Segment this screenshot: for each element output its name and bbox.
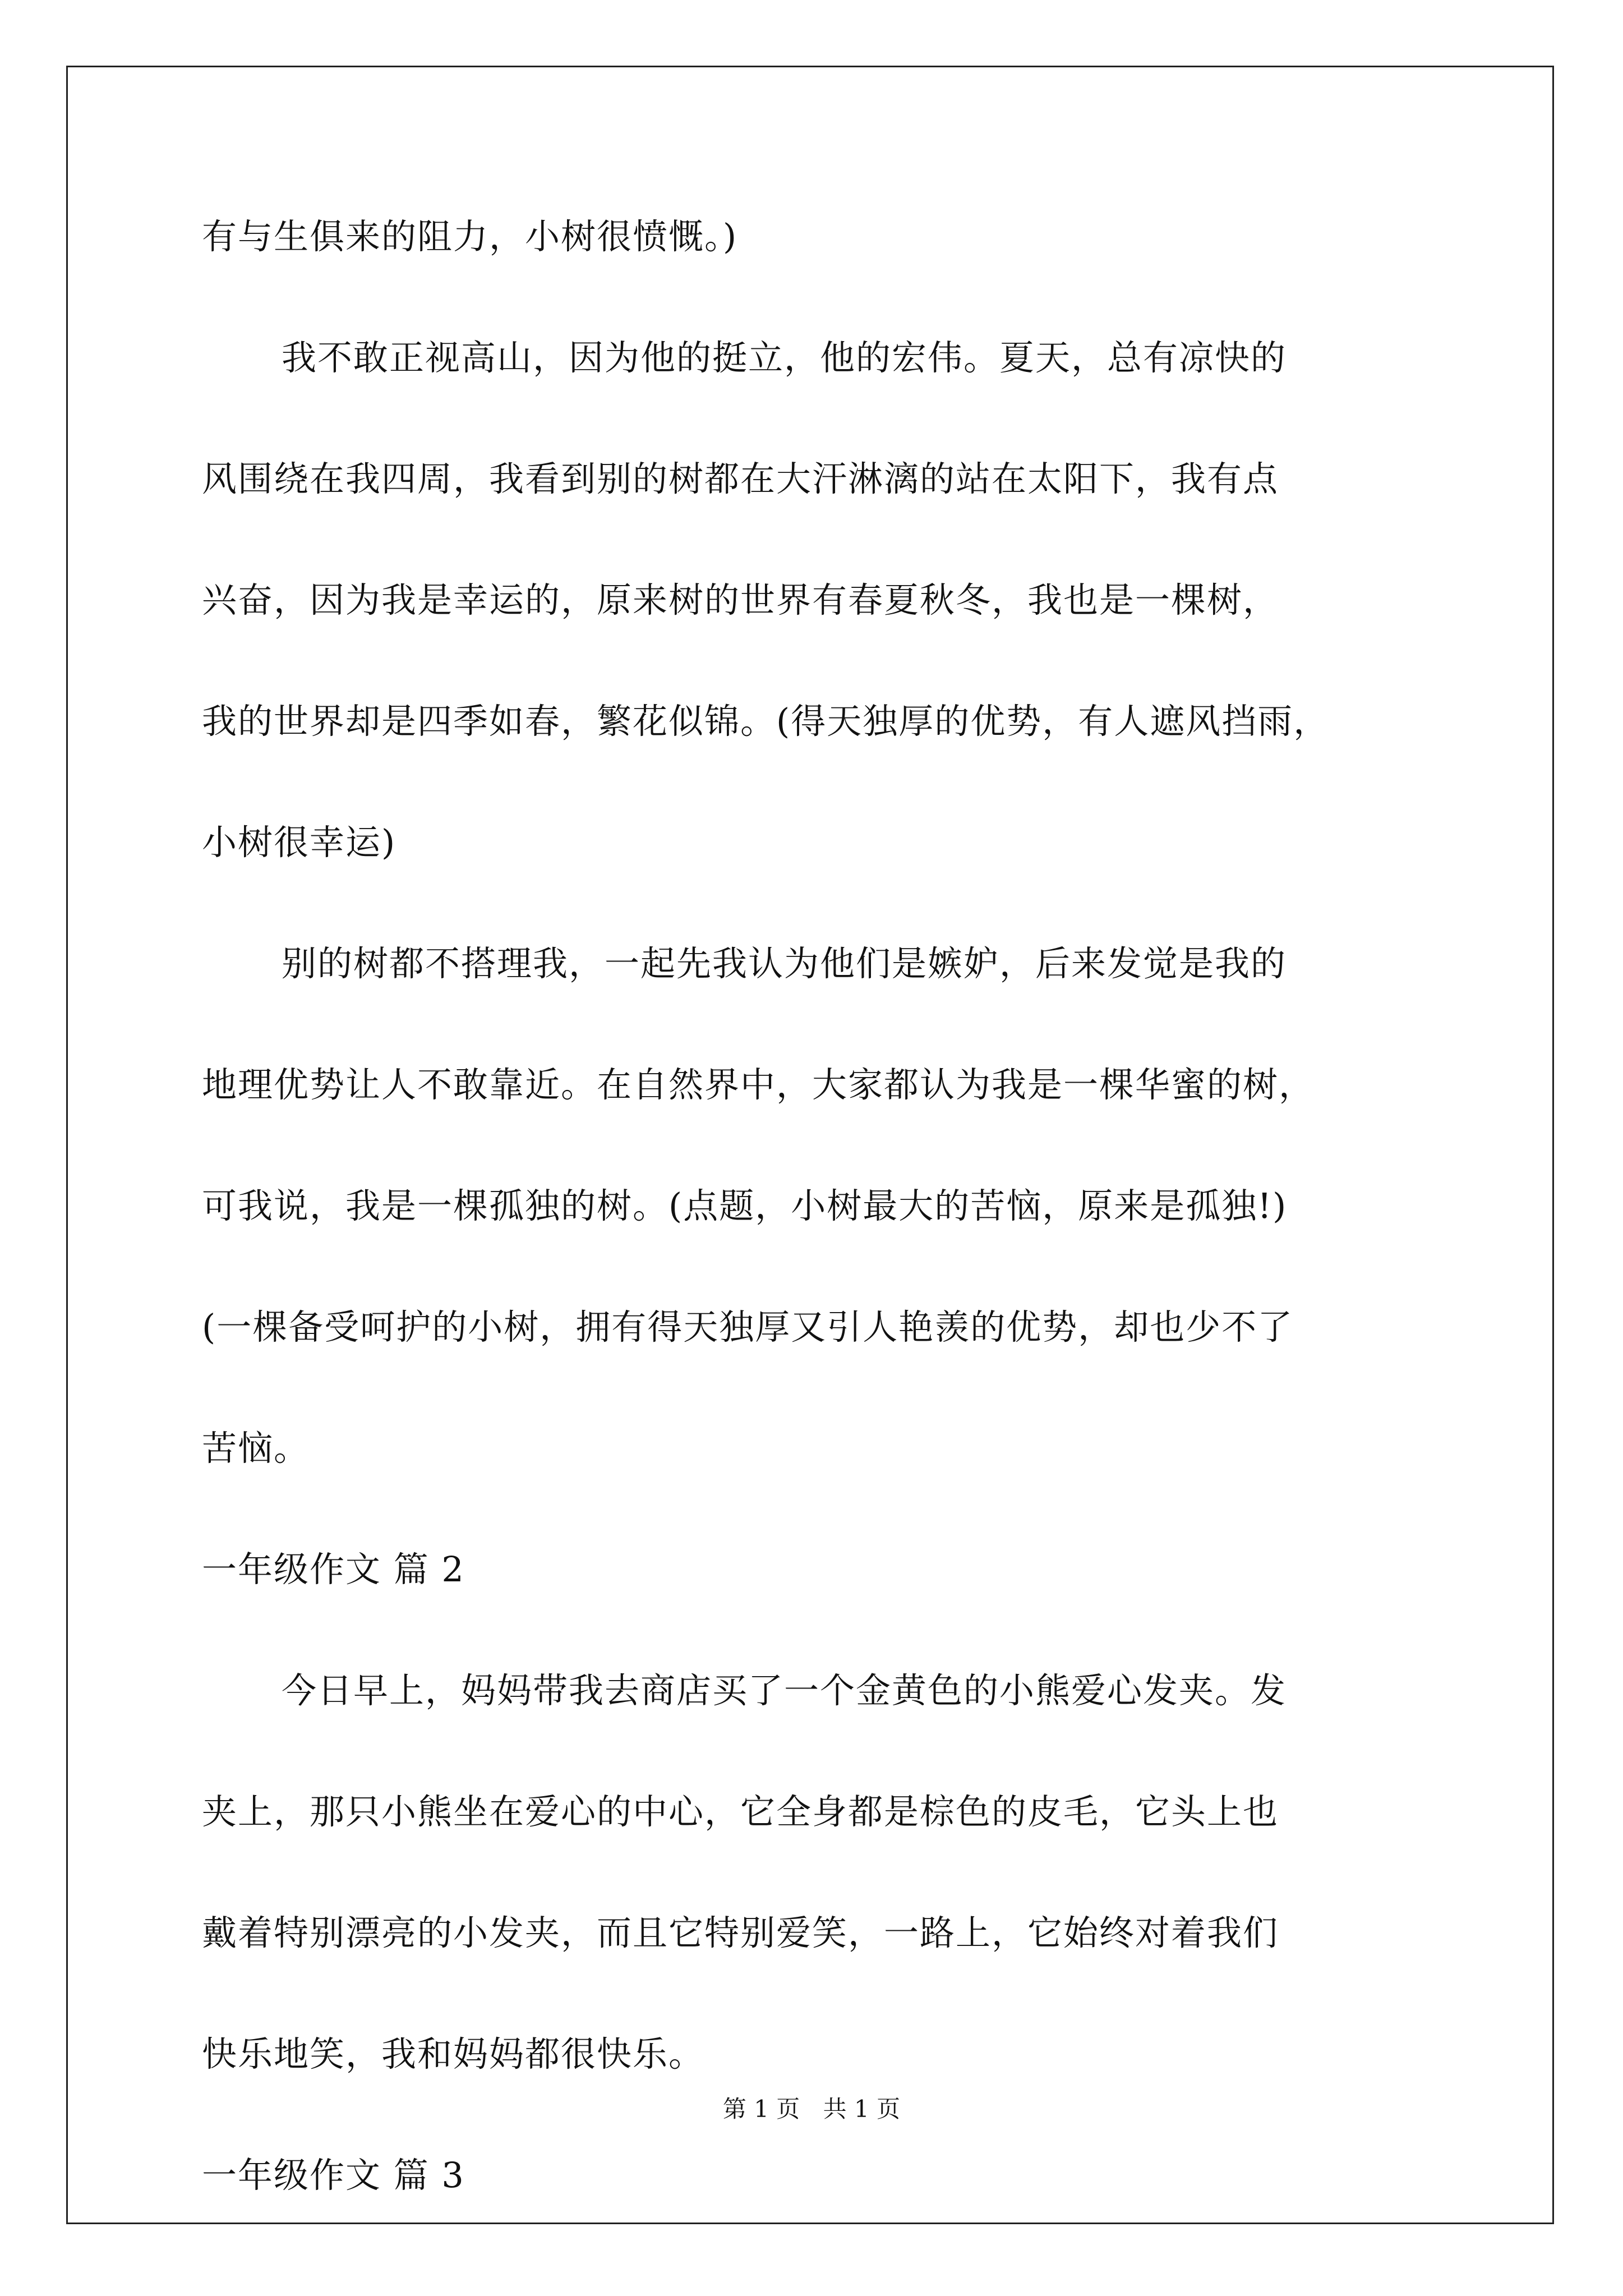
text-line: 风围绕在我四周，我看到别的树都在大汗淋漓的站在太阳下，我有点 <box>202 458 1279 499</box>
text-line: 我的世界却是四季如春，繁花似锦。(得天独厚的优势，有人遮风挡雨， <box>202 701 1330 742</box>
paragraph-start-line: 别的树都不搭理我，一起先我认为他们是嫉妒，后来发觉是我的 <box>282 943 1287 984</box>
text-line: 有与生俱来的阻力，小树很愤慨。) <box>202 216 738 257</box>
text-line: 兴奋，因为我是幸运的，原来树的世界有春夏秋冬，我也是一棵树， <box>202 579 1279 620</box>
paragraph-start-line: 我不敢正视高山，因为他的挺立，他的宏伟。夏天，总有凉快的 <box>282 337 1287 378</box>
text-line: 地理优势让人不敢靠近。在自然界中，大家都认为我是一棵华蜜的树， <box>202 1064 1315 1105</box>
text-line: (一棵备受呵护的小树，拥有得天独厚又引人艳羡的优势，却也少不了 <box>202 1306 1294 1347</box>
text-line: 快乐地笑，我和妈妈都很快乐。 <box>202 2033 705 2074</box>
text-line: 苦恼。 <box>202 1428 310 1469</box>
paragraph-start-line: 今日早上，妈妈带我去商店买了一个金黄色的小熊爱心发夹。发 <box>282 1670 1287 1711</box>
page-total: 共 1 页 <box>823 2095 901 2123</box>
text-line: 戴着特别漂亮的小发夹，而且它特别爱笑，一路上，它始终对着我们 <box>202 1912 1279 1953</box>
text-line: 夹上，那只小熊坐在爱心的中心，它全身都是棕色的皮毛，它头上也 <box>202 1791 1279 1832</box>
text-line: 小树很幸运) <box>202 822 396 863</box>
text-line: 可我说，我是一棵孤独的树。(点题，小树最大的苦恼，原来是孤独!) <box>202 1185 1288 1226</box>
page-number: 第 1 页 <box>722 2095 800 2123</box>
page-footer <box>0 2092 1623 2126</box>
section-heading: 一年级作文 篇 3 <box>202 2155 465 2196</box>
page-border <box>66 66 1554 2224</box>
section-heading: 一年级作文 篇 2 <box>202 1549 465 1590</box>
